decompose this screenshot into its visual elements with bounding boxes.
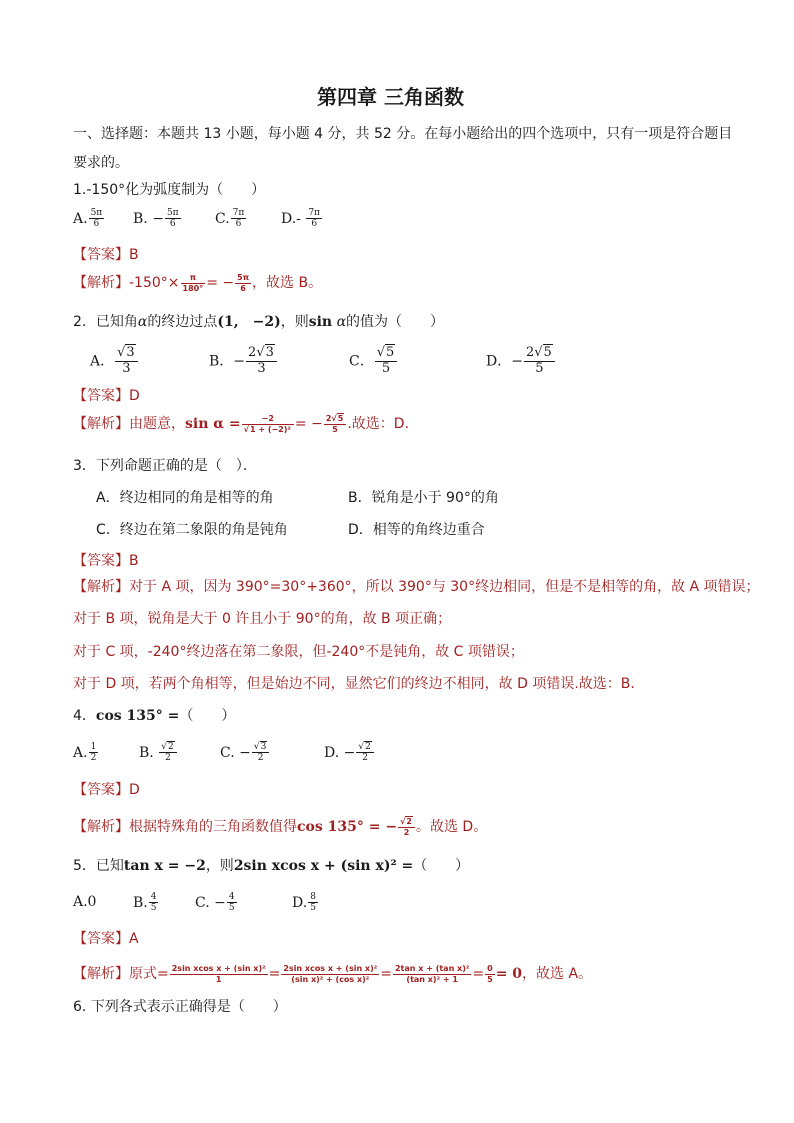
q5-answer: 【答案】A [73,931,139,947]
q2-option-b: B．− $\frac{2√3}{3}$ [209,346,278,377]
q2-option-d: D．− $\frac{2√5}{5}$ [486,346,556,377]
q3-answer: 【答案】B [73,553,139,569]
section-instructions-line2: 要求的。 [73,155,129,171]
q4-stem: 4．cos 135° =（ ） [73,708,236,724]
q1-option-a: A. $\frac{5\pi}{6}$ [73,208,103,230]
q3-option-d: D．相等的角终边重合 [348,522,485,538]
q2-answer: 【答案】D [73,388,140,404]
q3-analysis-line2: 对于 B 项，锐角是大于 0 许且小于 90°的角，故 B 项正确； [73,611,452,627]
q2-stem: 2．已知角α的终边过点(1, −2)，则sin α的值为（ ） [73,314,445,330]
q4-answer: 【答案】D [73,782,140,798]
q3-option-a: A．终边相同的角是相等的角 [96,490,274,506]
q5-analysis: 【解析】原式= $\frac{\text{2sin xcos x + (sin x)²}}{1}$ = $\frac{\text{2sin xcos x + (sin x)²}}{\text{(sin x)² + (cos x)²}}$ = $\frac{\text{2tan x + (tan x)²}}{\text{(tan x)² + 1}}$ = $\frac{0}{5}$ = 0，故选 A。 [73,964,593,984]
q3-analysis-line1: 【解析】对于 A 项，因为 390°=30°+360°，所以 390°与 30°终边相同，但是不是相等的角，故 A 项错误； [73,579,760,595]
q5-option-c: C. − $\frac{4}{5}$ [195,892,235,914]
q1-option-d: D.- $\frac{7\pi}{6}$ [281,208,321,230]
q1-option-c: C. $\frac{7\pi}{6}$ [215,208,245,230]
q5-stem: 5．已知tan x = −2，则2sin xcos x + (sin x)² =（ ） [73,858,470,874]
q4-option-a: A. $\frac{1}{2}$ [73,742,97,764]
q3-option-c: C．终边在第二象限的角是钝角 [96,522,288,538]
q1-stem: 1.-150°化为弧度制为（ ） [73,182,266,198]
q5-option-b: B. $\frac{4}{5}$ [133,892,157,914]
q4-option-c: C. − $\frac{√3}{2}$ [220,742,270,764]
q6-stem: 6. 下列各式表示正确得是（ ） [73,999,287,1015]
q2-analysis: 【解析】由题意，sin α = $\frac{-2}{\text{√1 + (−2)²}}$ = − $\frac{2√5}{5}$ .故选：D. [73,414,410,434]
q3-analysis-line4: 对于 D 项，若两个角相等，但是始边不同，显然它们的终边不相同，故 D 项错误.故选：B. [73,676,635,692]
q4-analysis: 【解析】根据特殊角的三角函数值得cos 135° = − $\frac{√2}{2}$ 。故选 D。 [73,817,488,837]
q2-option-c: C． $\frac{√5}{5}$ [349,346,398,377]
q1-option-b: B. − $\frac{5\pi}{6}$ [133,208,179,230]
q1-analysis: 【解析】-150°× $\frac{\pi}{180^\circ}$ = − $\frac{5\pi}{6}$ ，故选 B。 [73,273,323,293]
q1-answer: 【答案】B [73,247,139,263]
q4-option-b: B. $\frac{√2}{2}$ [139,742,178,764]
q5-option-d: D. $\frac{8}{5}$ [292,892,316,914]
q5-option-a: A.0 [73,894,97,910]
q2-option-a: A． $\frac{√3}{3}$ [90,346,139,377]
section-instructions-line1: 一、选择题：本题共 13 小题，每小题 4 分，共 52 分。在每小题给出的四个选项中，只有一项是符合题目 [73,126,733,142]
q3-analysis-line3: 对于 C 项，-240°终边落在第二象限，但-240°不是钝角，故 C 项错误； [73,644,524,660]
page-title: 第四章 三角函数 [317,85,464,109]
q4-option-d: D. − $\frac{√2}{2}$ [324,742,375,764]
q3-stem: 3．下列命题正确的是（ ）． [73,458,257,474]
q3-option-b: B．锐角是小于 90°的角 [348,490,499,506]
